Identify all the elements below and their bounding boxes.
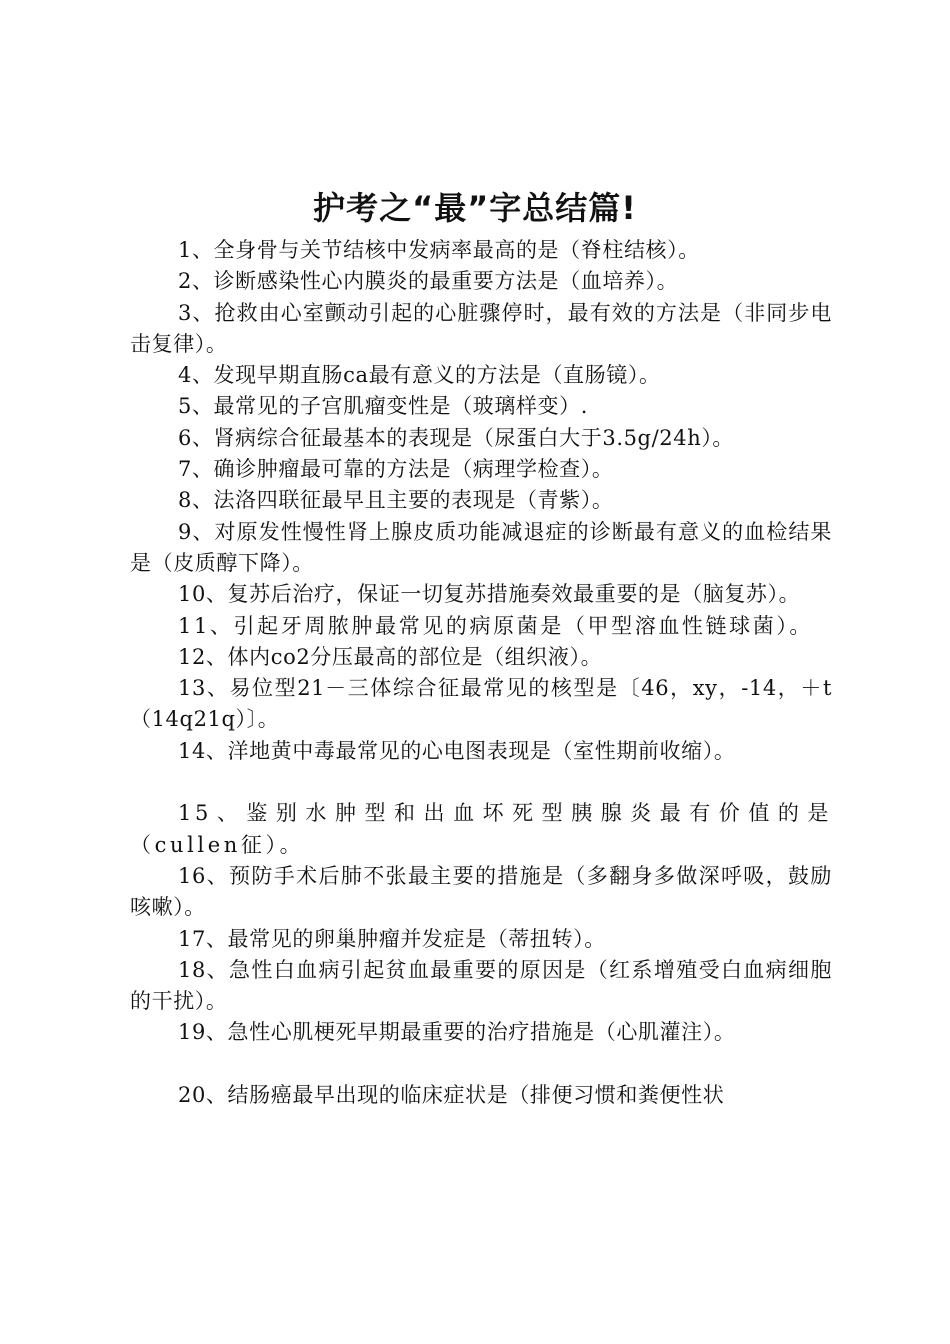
list-item: 16、预防手术后肺不张最主要的措施是（多翻身多做深呼吸，鼓励咳嗽）。 [130,863,832,920]
page-title: 护考之“最”字总结篇! [313,189,637,227]
list-item: 8、法洛四联征最早且主要的表现是（青紫）。 [178,488,614,513]
list-item: 14、洋地黄中毒最常见的心电图表现是（室性期前收缩）。 [178,738,736,763]
list-item: 12、体内co2分压最高的部位是（组织液）。 [178,644,603,669]
list-item: 19、急性心肌梗死早期最重要的治疗措施是（心肌灌注）。 [178,1020,736,1045]
list-item: 5、最常见的子宫肌瘤变性是（玻璃样变）. [178,394,589,419]
list-item: 2、诊断感染性心内膜炎的最重要方法是（血培养）。 [178,269,679,294]
list-item: 20、结肠癌最早出现的临床症状是（排便习惯和粪便性状 [178,1083,725,1108]
document-body [130,235,832,1111]
list-item: 10、复苏后治疗，保证一切复苏措施奏效最重要的是（脑复苏）。 [178,582,801,607]
list-item: 11、引起牙周脓肿最常见的病原菌是（甲型溶血性链球菌）。 [178,613,814,638]
list-item: 18、急性白血病引起贫血最重要的原因是（红系增殖受白血病细胞的干扰）。 [130,957,832,1014]
paragraph-gap [130,1049,832,1080]
list-item: 1、全身骨与关节结核中发病率最高的是（脊柱结核）。 [178,238,700,262]
list-item: 9、对原发性慢性肾上腺皮质功能减退症的诊断最有意义的血检结果是（皮质醇下降）。 [130,519,832,575]
list-item: 7、确诊肿瘤最可靠的方法是（病理学检查）。 [178,457,614,482]
list-item: 3、抢救由心室颤动引起的心脏骤停时，最有效的方法是（非同步电击复律）。 [130,300,832,356]
list-item: 4、发现早期直肠ca最有意义的方法是（直肠镜）。 [178,363,661,388]
paragraph-gap [130,767,832,798]
list-item: 6、肾病综合征最基本的表现是（尿蛋白大于3.5g/24h）。 [178,425,735,450]
list-item: 15、鉴别水肿型和出血坏死型胰腺炎最有价值的是（cullen征）。 [130,801,832,857]
list-item: 17、最常见的卵巢肿瘤并发症是（蒂扭转）。 [178,926,606,951]
list-item: 13、易位型21－三体综合征最常见的核型是〔46，xy，-14，＋t（14q21q）〕。 [130,676,832,732]
